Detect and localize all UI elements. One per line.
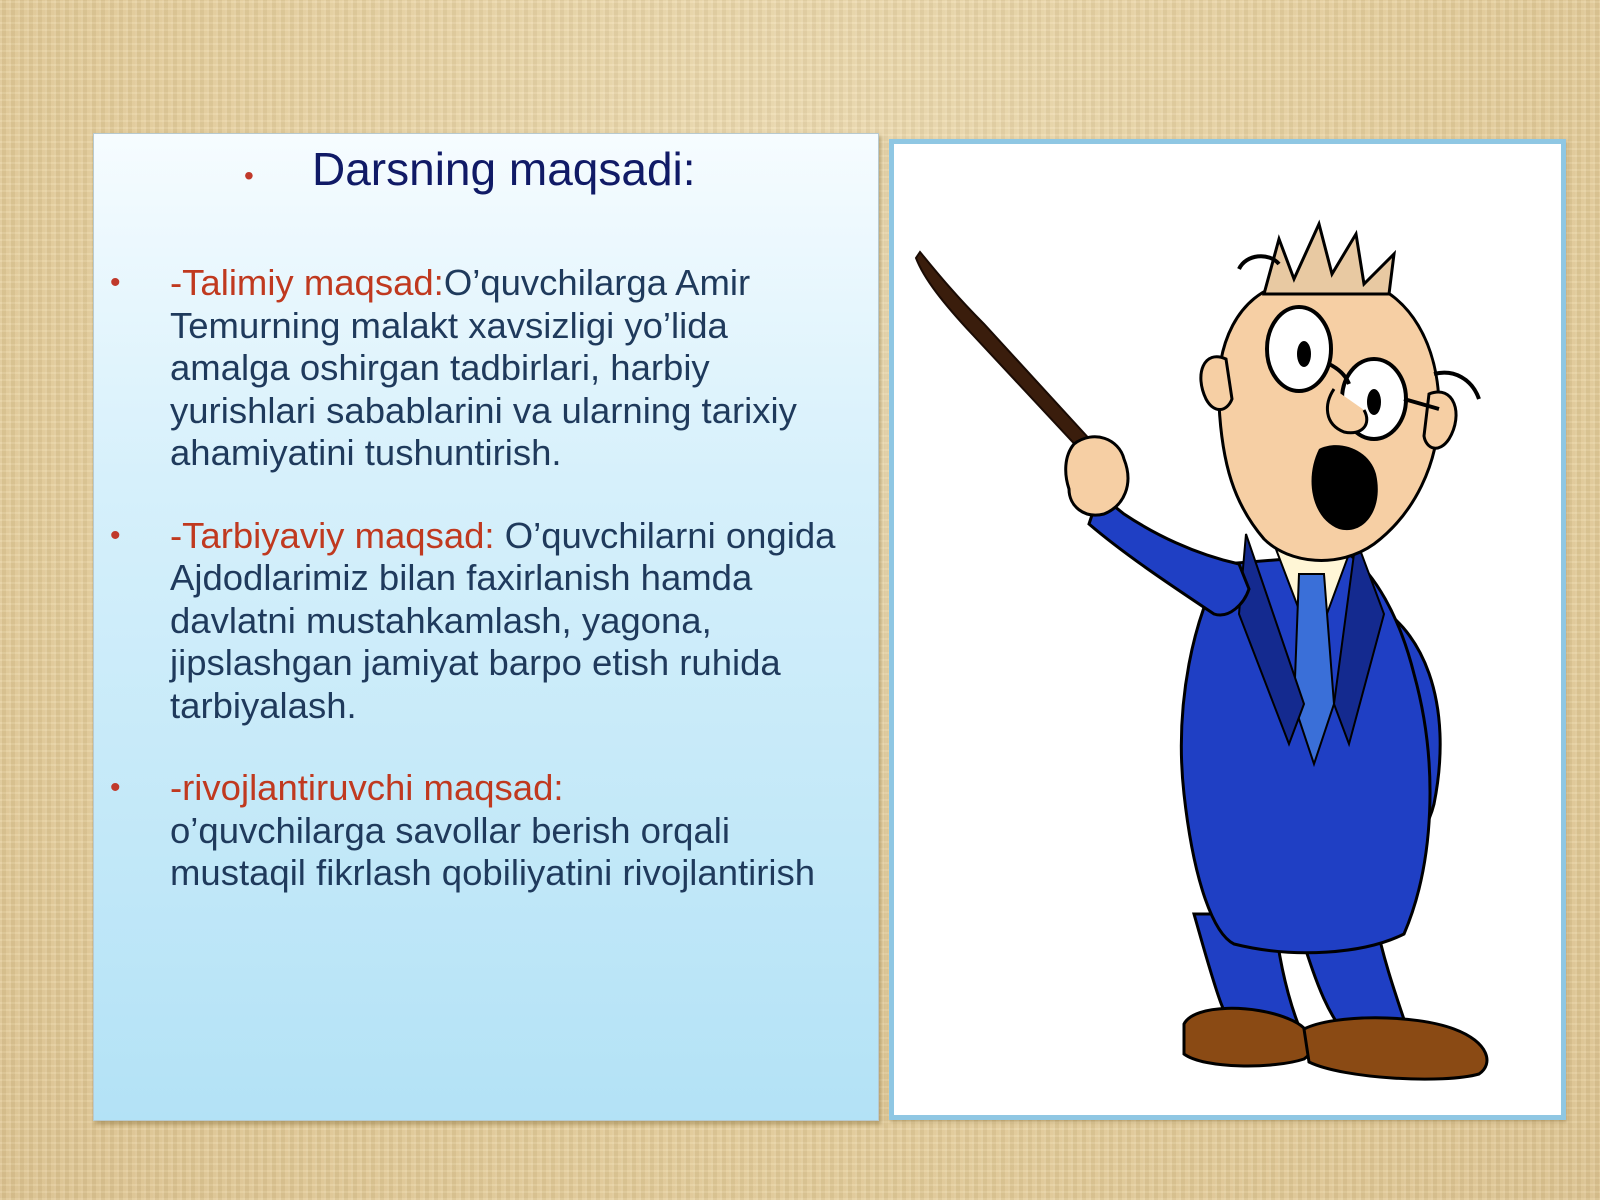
heading-text: Darsning maqsadi: [312,143,696,195]
pointer-stick [916,252,1109,466]
bullet-icon: • [110,771,121,804]
left-pupil [1297,341,1311,367]
front-arm [1089,494,1249,615]
goal-label: -Talimiy maqsad: [170,262,444,303]
right-pupil [1367,389,1381,415]
goal-item-educational [94,262,878,475]
goals-panel [93,133,879,1121]
goal-label: -rivojlantiruvchi maqsad: [170,767,564,808]
goal-body: O’quvchilarni ongida Ajdodlarimiz bilan faxirlanish hamda davlatni mustahkamlash, yagona, jipslashgan jamiyat barpo etish ruhida tarbiyalash. [170,514,854,726]
goal-body: o’quvchilarga savollar berish orqali mustaqil fikrlash qobiliyatini rivojlantirish [170,809,816,893]
teacher-illustration-frame [889,139,1566,1120]
heading-bullet-icon: • [244,160,254,191]
hair [1264,224,1394,294]
bullet-icon: • [110,518,121,552]
teacher-with-pointer-icon [894,144,1561,1115]
goal-body: O’quvchilarga Amir Temurning malakt xavsizligi yo’lida amalga oshirgan tadbirlari, harbiy yurishlari sabablarini va ularning tarixiy ahamiyatini tushuntirish. [170,262,808,473]
slide-heading [244,138,696,200]
goal-item-upbringing [94,515,878,728]
right-ear [1424,392,1456,448]
right-shoe [1304,1018,1487,1079]
goal-label: -Tarbiyaviy maqsad: [170,514,495,556]
goal-item-developmental [94,767,878,895]
left-ear [1201,357,1232,410]
hand [1066,437,1128,515]
goals-list [94,262,878,935]
bullet-icon: • [110,266,121,299]
